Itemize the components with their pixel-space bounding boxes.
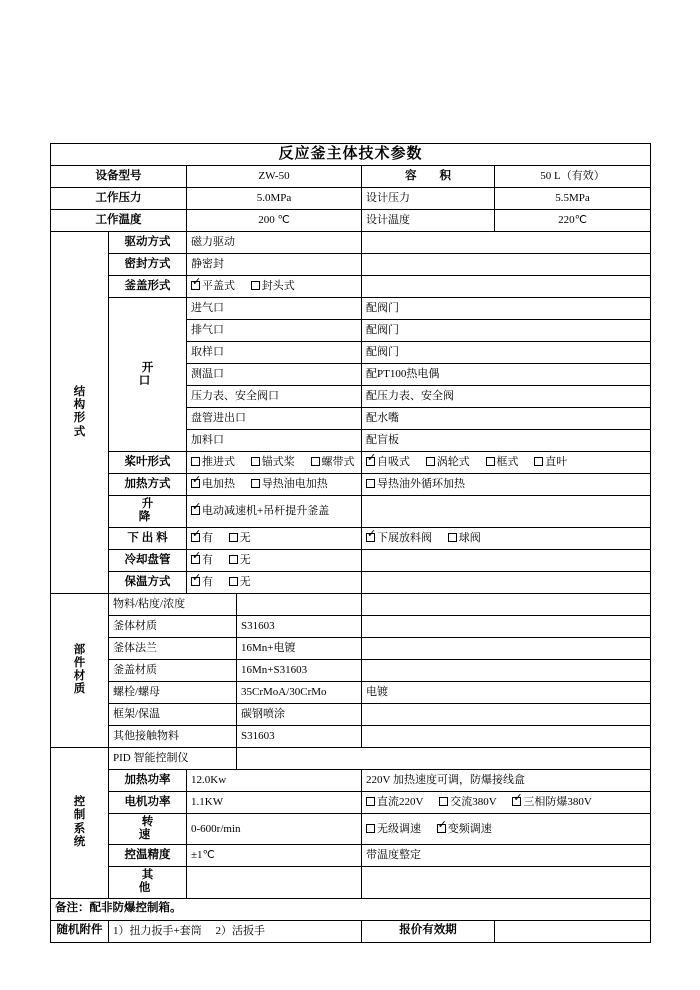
material-extra: 电镀 — [362, 681, 651, 703]
heating-label: 加热方式 — [109, 474, 187, 496]
table-row — [51, 769, 651, 791]
design-temp-label: 设计温度 — [362, 210, 495, 232]
table-row — [51, 496, 651, 527]
discharge-options — [187, 527, 362, 549]
pid-label: PID 智能控制仪 — [109, 747, 237, 769]
table-row — [51, 845, 651, 867]
model-value: ZW-50 — [187, 166, 362, 188]
insulation-option-no[interactable]: 无 — [229, 576, 251, 589]
work-pressure-label: 工作压力 — [51, 188, 187, 210]
checkbox-icon[interactable] — [251, 457, 260, 466]
checkbox-icon[interactable] — [251, 479, 260, 488]
opening-fitting: 配PT100热电偶 — [362, 364, 651, 386]
lid-blank — [362, 276, 651, 298]
material-value: 碳钢喷涂 — [237, 703, 362, 725]
material-name: 釜体法兰 — [109, 637, 237, 659]
material-value — [237, 593, 362, 615]
heat-power-value: 12.0Kw — [187, 769, 362, 791]
material-name: 物料/粘度/浓度 — [109, 593, 237, 615]
insulation-option-yes[interactable]: ✓ 有 — [191, 576, 213, 589]
checkbox-checked-icon[interactable] — [366, 533, 375, 542]
opening-name: 加料口 — [187, 430, 362, 452]
cooling-coil-option-no[interactable]: 无 — [229, 554, 251, 567]
design-temp-value: 220℃ — [495, 210, 651, 232]
lid-option-head[interactable]: 封头式 — [251, 280, 295, 293]
work-pressure-value: 5.0MPa — [187, 188, 362, 210]
impeller-option-turbine[interactable]: 涡轮式 — [426, 456, 470, 469]
checkbox-icon[interactable] — [229, 577, 238, 586]
checkbox-icon[interactable] — [448, 533, 457, 542]
heating-option-oil-circulation[interactable]: 导热油外循环加热 — [366, 478, 465, 491]
checkbox-checked-icon[interactable] — [191, 506, 200, 515]
material-name: 釜盖材质 — [109, 659, 237, 681]
checkbox-icon[interactable] — [534, 457, 543, 466]
model-label: 设备型号 — [51, 166, 187, 188]
material-value: 16Mn+电镀 — [237, 637, 362, 659]
drive-label: 驱动方式 — [109, 232, 187, 254]
structure-group-label: 结 构 形 式 — [51, 232, 109, 593]
table-row — [51, 681, 651, 703]
accessories-value: 1）扭力扳手+套筒 2）活扳手 — [109, 920, 362, 942]
document-page — [50, 143, 650, 943]
drive-blank — [362, 232, 651, 254]
table-row — [51, 527, 651, 549]
other-label: 其 他 — [109, 867, 187, 898]
checkbox-icon[interactable] — [229, 533, 238, 542]
table-row — [51, 144, 651, 166]
speed-value: 0-600r/min — [187, 813, 362, 844]
openings-label: 开 口 — [109, 298, 187, 452]
material-name: 螺栓/螺母 — [109, 681, 237, 703]
lift-blank — [362, 496, 651, 527]
other-value — [187, 867, 362, 898]
lid-options — [187, 276, 362, 298]
material-name: 其他接触物料 — [109, 725, 237, 747]
impeller-option-frame[interactable]: 框式 — [486, 456, 519, 469]
opening-fitting: 配阀门 — [362, 342, 651, 364]
table-row — [51, 703, 651, 725]
design-pressure-value: 5.5MPa — [495, 188, 651, 210]
opening-name: 排气口 — [187, 320, 362, 342]
motor-option-explosionproof380[interactable]: ✓ 三相防爆380V — [512, 796, 591, 809]
discharge-valve-option-ball[interactable]: 球阀 — [448, 532, 481, 545]
motor-option-dc220[interactable]: 直流220V — [366, 796, 423, 809]
drive-value: 磁力驱动 — [187, 232, 362, 254]
table-row — [51, 791, 651, 813]
checkbox-icon[interactable] — [439, 797, 448, 806]
insulation-blank — [362, 571, 651, 593]
checkbox-icon[interactable] — [229, 555, 238, 564]
lift-options — [187, 496, 362, 527]
impeller-options-left — [187, 452, 362, 474]
checkbox-checked-icon[interactable] — [437, 824, 446, 833]
checkbox-checked-icon[interactable] — [191, 281, 200, 290]
checkbox-checked-icon[interactable] — [191, 555, 200, 564]
opening-name: 盘管进出口 — [187, 408, 362, 430]
table-row — [51, 188, 651, 210]
table-row — [51, 232, 651, 254]
volume-label: 容 积 — [362, 166, 495, 188]
quote-validity-label: 报价有效期 — [362, 920, 495, 942]
motor-power-value: 1.1KW — [187, 791, 362, 813]
table-row — [51, 166, 651, 188]
page-title: 反应釜主体技术参数 — [51, 144, 651, 166]
lid-label: 釜盖形式 — [109, 276, 187, 298]
motor-option-ac380[interactable]: 交流380V — [439, 796, 496, 809]
checkbox-icon[interactable] — [366, 797, 375, 806]
table-row — [51, 867, 651, 898]
temp-accuracy-label: 控温精度 — [109, 845, 187, 867]
cooling-coil-label: 冷却盘管 — [109, 549, 187, 571]
heating-option-electric[interactable]: ✓ 电加热 — [191, 478, 235, 491]
material-extra — [362, 637, 651, 659]
impeller-option-anchor[interactable]: 锚式桨 — [251, 456, 295, 469]
material-extra — [362, 593, 651, 615]
table-row — [51, 813, 651, 844]
heat-power-note: 220V 加热速度可调，防爆接线盒 — [362, 769, 651, 791]
quote-validity-value — [495, 920, 651, 942]
table-row — [51, 298, 651, 320]
table-row — [51, 210, 651, 232]
materials-group-label: 部 件 材 质 — [51, 593, 109, 747]
checkbox-icon[interactable] — [366, 824, 375, 833]
checkbox-icon[interactable] — [426, 457, 435, 466]
heating-option-oil-electric[interactable]: 导热油电加热 — [251, 478, 328, 491]
speed-label: 转 速 — [109, 813, 187, 844]
accessories-label: 随机附件 — [51, 920, 109, 942]
speed-options — [362, 813, 651, 844]
material-extra — [362, 659, 651, 681]
seal-blank — [362, 254, 651, 276]
material-name: 框架/保温 — [109, 703, 237, 725]
material-extra — [362, 725, 651, 747]
table-row — [51, 593, 651, 615]
material-value: S31603 — [237, 725, 362, 747]
opening-name: 测温口 — [187, 364, 362, 386]
discharge-valve-option-bottom[interactable]: ✓ 下展放料阀 — [366, 532, 432, 545]
checkbox-checked-icon[interactable] — [191, 577, 200, 586]
cooling-coil-options — [187, 549, 362, 571]
impeller-option-ribbon[interactable]: 螺带式 — [311, 456, 355, 469]
volume-value: 50 L（有效） — [495, 166, 651, 188]
insulation-label: 保温方式 — [109, 571, 187, 593]
checkbox-checked-icon[interactable] — [512, 797, 521, 806]
opening-name: 取样口 — [187, 342, 362, 364]
discharge-label: 下 出 料 — [109, 527, 187, 549]
checkbox-icon[interactable] — [191, 457, 200, 466]
material-extra — [362, 703, 651, 725]
other-blank — [362, 867, 651, 898]
work-temp-label: 工作温度 — [51, 210, 187, 232]
seal-label: 密封方式 — [109, 254, 187, 276]
material-value: 16Mn+S31603 — [237, 659, 362, 681]
heating-options-left — [187, 474, 362, 496]
temp-accuracy-value: ±1℃ — [187, 845, 362, 867]
heating-options-right — [362, 474, 651, 496]
pid-blank — [237, 747, 651, 769]
opening-name: 压力表、安全阀口 — [187, 386, 362, 408]
opening-fitting: 配盲板 — [362, 430, 651, 452]
material-name: 釜体材质 — [109, 615, 237, 637]
table-row — [51, 637, 651, 659]
temp-accuracy-note: 带温度整定 — [362, 845, 651, 867]
material-value: 35CrMoA/30CrMo — [237, 681, 362, 703]
material-value: S31603 — [237, 615, 362, 637]
checkbox-checked-icon[interactable] — [366, 457, 375, 466]
table-row — [51, 898, 651, 920]
table-row — [51, 571, 651, 593]
opening-name: 进气口 — [187, 298, 362, 320]
material-extra — [362, 615, 651, 637]
checkbox-checked-icon[interactable] — [191, 533, 200, 542]
motor-power-label: 电机功率 — [109, 791, 187, 813]
impeller-option-straight[interactable]: 直叶 — [534, 456, 567, 469]
speed-option-stepless[interactable]: 无级调速 — [366, 823, 421, 836]
insulation-options — [187, 571, 362, 593]
discharge-option-no[interactable]: 无 — [229, 532, 251, 545]
table-row — [51, 254, 651, 276]
table-row — [51, 659, 651, 681]
checkbox-icon[interactable] — [486, 457, 495, 466]
checkbox-icon[interactable] — [311, 457, 320, 466]
discharge-option-yes[interactable]: ✓ 有 — [191, 532, 213, 545]
impeller-option-propeller[interactable]: 推进式 — [191, 456, 235, 469]
table-row — [51, 474, 651, 496]
discharge-valve-options — [362, 527, 651, 549]
lift-label: 升 降 — [109, 496, 187, 527]
checkbox-icon[interactable] — [251, 281, 260, 290]
work-temp-value: 200 ℃ — [187, 210, 362, 232]
seal-value: 静密封 — [187, 254, 362, 276]
table-row — [51, 725, 651, 747]
spec-table — [50, 143, 651, 943]
table-row — [51, 747, 651, 769]
lid-option-flat[interactable]: ✓ 平盖式 — [191, 280, 235, 293]
table-row — [51, 615, 651, 637]
control-group-label: 控 制 系 统 — [51, 747, 109, 898]
heat-power-label: 加热功率 — [109, 769, 187, 791]
opening-fitting: 配阀门 — [362, 298, 651, 320]
table-row — [51, 276, 651, 298]
lift-option-motor-hoist[interactable]: ✓电动减速机+吊杆提升釜盖 — [191, 505, 329, 518]
speed-option-vfd[interactable]: ✓ 变频调速 — [437, 823, 492, 836]
opening-fitting: 配压力表、安全阀 — [362, 386, 651, 408]
impeller-options-right — [362, 452, 651, 474]
remark-label: 备注：配非防爆控制箱。 — [51, 898, 651, 920]
checkbox-checked-icon[interactable] — [191, 479, 200, 488]
table-row — [51, 920, 651, 942]
impeller-label: 桨叶形式 — [109, 452, 187, 474]
cooling-coil-option-yes[interactable]: ✓ 有 — [191, 554, 213, 567]
table-row — [51, 549, 651, 571]
opening-fitting: 配水嘴 — [362, 408, 651, 430]
table-row — [51, 452, 651, 474]
checkbox-icon[interactable] — [366, 479, 375, 488]
motor-power-options — [362, 791, 651, 813]
cooling-coil-blank — [362, 549, 651, 571]
design-pressure-label: 设计压力 — [362, 188, 495, 210]
impeller-option-selfsuction[interactable]: ✓ 自吸式 — [366, 456, 410, 469]
opening-fitting: 配阀门 — [362, 320, 651, 342]
